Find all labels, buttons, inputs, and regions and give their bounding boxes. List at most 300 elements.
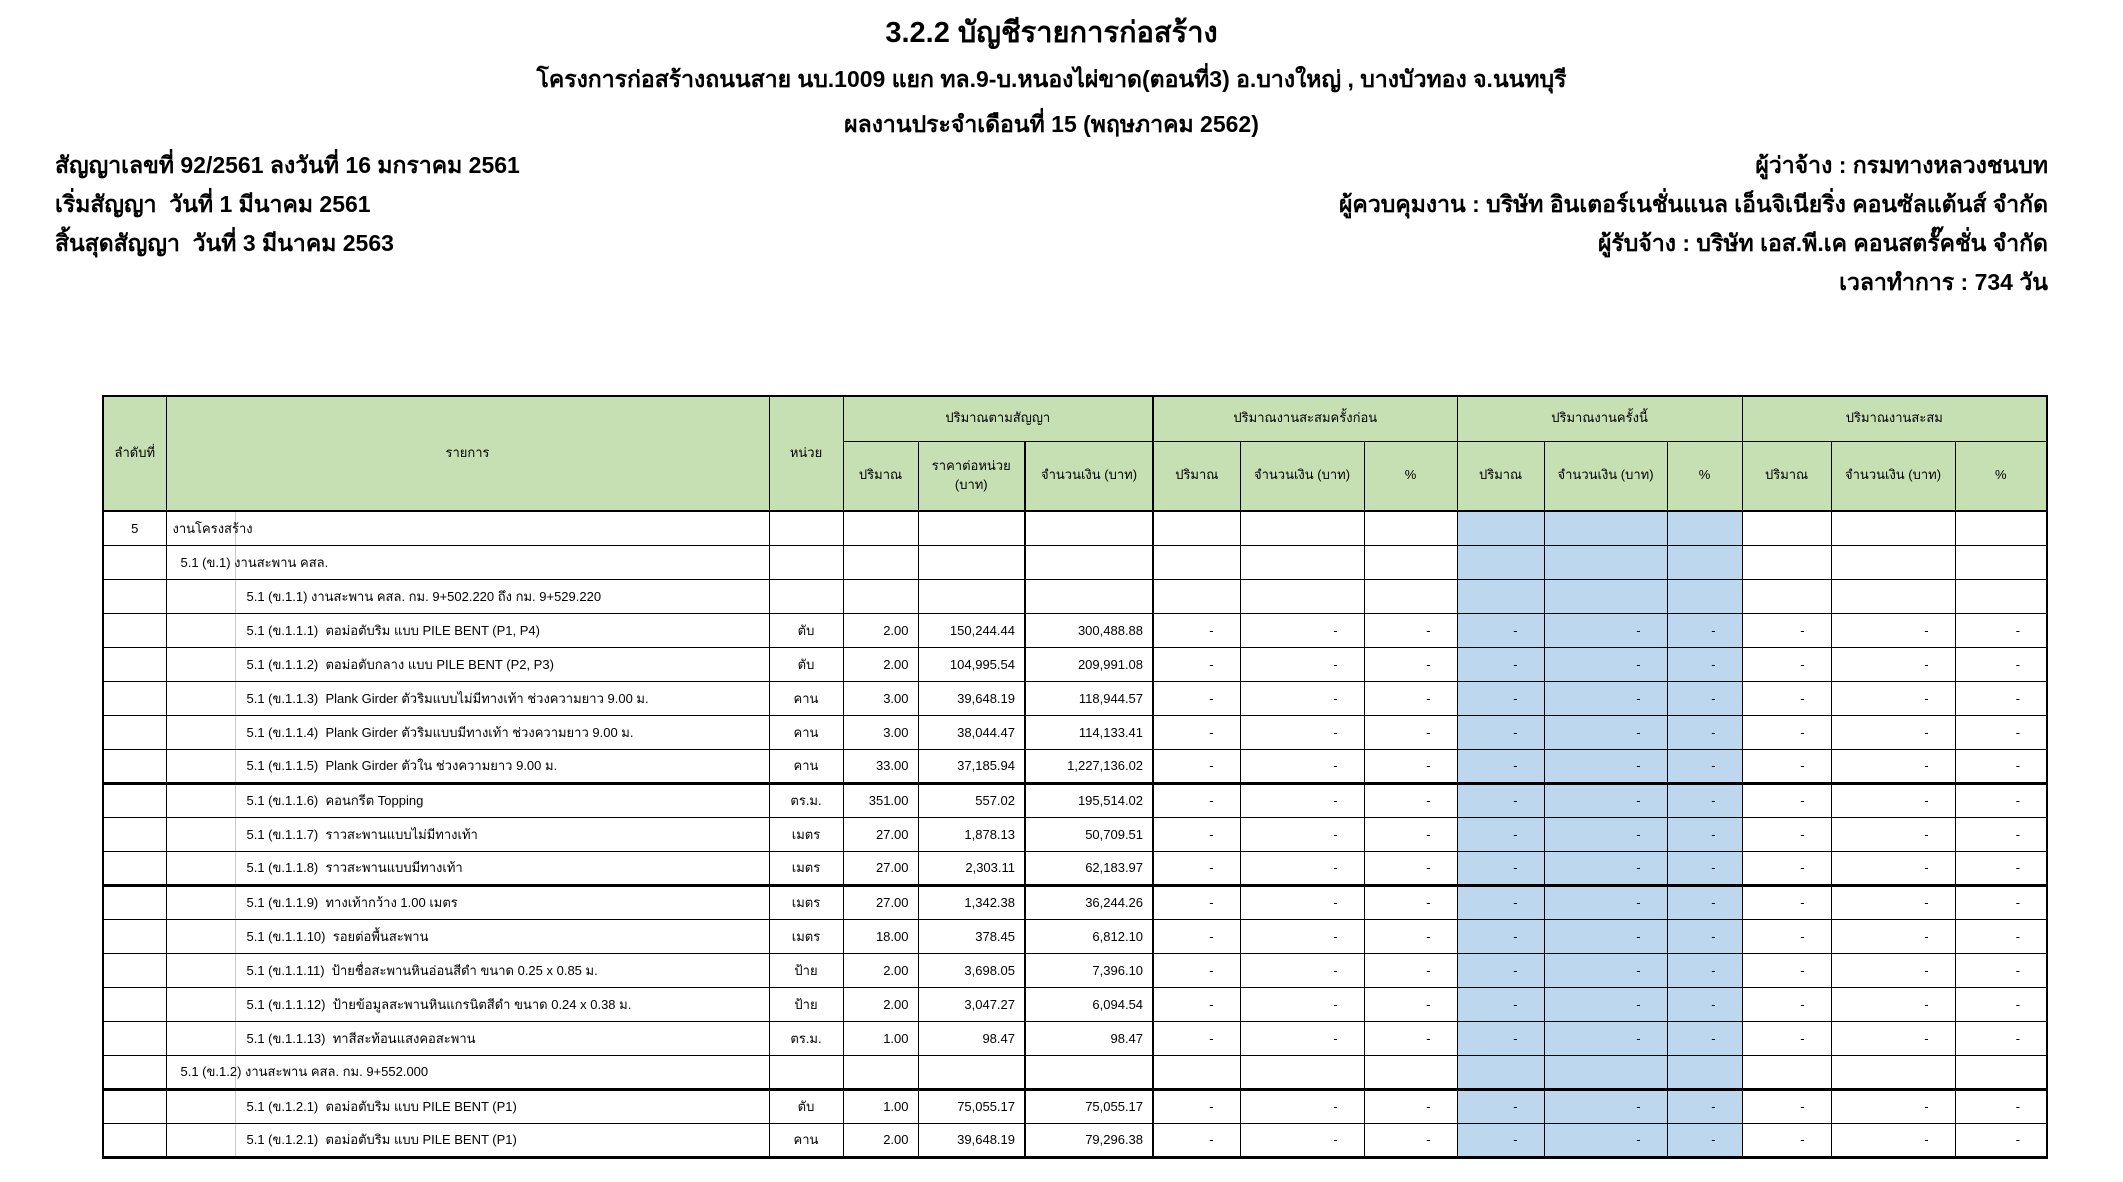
cell-amount: 50,709.51	[1025, 817, 1153, 851]
cell-prev-qty: -	[1153, 1123, 1240, 1157]
cell-cur-amount: -	[1544, 613, 1667, 647]
cell-cur-amount: -	[1544, 851, 1667, 885]
cell-cum-pct: -	[1955, 715, 2047, 749]
col-header-cur-pct: %	[1667, 441, 1742, 511]
cell-cum-pct: -	[1955, 851, 2047, 885]
cell-prev-amount: -	[1240, 953, 1364, 987]
cell-cur-amount: -	[1544, 749, 1667, 783]
cell-amount	[1025, 545, 1153, 579]
cell-prev-pct: -	[1364, 783, 1457, 817]
cell-cum-pct: -	[1955, 817, 2047, 851]
cell-cur-qty: -	[1457, 885, 1544, 919]
cell-amount: 62,183.97	[1025, 851, 1153, 885]
cell-cur-pct	[1667, 579, 1742, 613]
cell-cur-qty	[1457, 1055, 1544, 1089]
cell-prev-amount: -	[1240, 715, 1364, 749]
cell-description: 5.1 (ข.1.1.1) ตอม่อตับริม แบบ PILE BENT (P1, P4)	[166, 613, 769, 647]
cell-cur-pct: -	[1667, 647, 1742, 681]
cell-cur-qty: -	[1457, 715, 1544, 749]
cell-cum-amount	[1831, 579, 1955, 613]
cell-prev-pct: -	[1364, 715, 1457, 749]
cell-cum-qty: -	[1742, 953, 1831, 987]
cell-description: 5.1 (ข.1.1) งานสะพาน คสล. กม. 9+502.220 ถึง กม. 9+529.220	[166, 579, 769, 613]
cell-cum-amount	[1831, 545, 1955, 579]
cell-unit-price: 3,047.27	[918, 987, 1025, 1021]
cell-qty: 3.00	[843, 681, 918, 715]
col-header-cur-qty: ปริมาณ	[1457, 441, 1544, 511]
cell-cur-amount: -	[1544, 987, 1667, 1021]
cell-cum-amount: -	[1831, 1089, 1955, 1123]
cell-description: 5.1 (ข.1.1.10) รอยต่อพื้นสะพาน	[166, 919, 769, 953]
cell-cum-qty: -	[1742, 749, 1831, 783]
cell-cum-pct: -	[1955, 1021, 2047, 1055]
cell-amount: 6,094.54	[1025, 987, 1153, 1021]
cell-cur-pct: -	[1667, 919, 1742, 953]
cell-no	[103, 885, 166, 919]
col-header-prev-pct: %	[1364, 441, 1457, 511]
cell-no	[103, 613, 166, 647]
cell-unit-price: 38,044.47	[918, 715, 1025, 749]
cell-prev-amount	[1240, 545, 1364, 579]
cell-description: 5.1 (ข.1.2.1) ตอม่อตับริม แบบ PILE BENT (P1)	[166, 1089, 769, 1123]
contract-start-line: เริ่มสัญญา วันที่ 1 มีนาคม 2561	[55, 191, 371, 217]
cell-qty: 1.00	[843, 1089, 918, 1123]
cell-prev-pct: -	[1364, 681, 1457, 715]
cell-cur-pct: -	[1667, 1021, 1742, 1055]
cell-description: 5.1 (ข.1.1.13) ทาสีสะท้อนแสงคอสะพาน	[166, 1021, 769, 1055]
cell-prev-pct: -	[1364, 1021, 1457, 1055]
cell-description: 5.1 (ข.1.1.3) Plank Girder ตัวริมแบบไม่มีทางเท้า ช่วงความยาว 9.00 ม.	[166, 681, 769, 715]
contract-number-line: สัญญาเลขที่ 92/2561 ลงวันที่ 16 มกราคม 2561	[55, 152, 520, 178]
cell-cum-qty: -	[1742, 647, 1831, 681]
cell-no	[103, 987, 166, 1021]
cell-cur-amount: -	[1544, 817, 1667, 851]
boq-table	[102, 395, 2048, 1159]
cell-unit-price: 75,055.17	[918, 1089, 1025, 1123]
cell-qty	[843, 511, 918, 545]
cell-prev-pct: -	[1364, 1123, 1457, 1157]
table-row	[103, 885, 2047, 919]
cell-cur-qty: -	[1457, 817, 1544, 851]
cell-amount: 6,812.10	[1025, 919, 1153, 953]
cell-cum-qty: -	[1742, 1089, 1831, 1123]
table-row	[103, 715, 2047, 749]
cell-cum-qty	[1742, 545, 1831, 579]
table-row	[103, 1021, 2047, 1055]
cell-unit-price: 39,648.19	[918, 1123, 1025, 1157]
cell-unit	[769, 545, 843, 579]
cell-no	[103, 1123, 166, 1157]
cell-prev-qty: -	[1153, 647, 1240, 681]
cell-prev-amount: -	[1240, 1021, 1364, 1055]
cell-qty: 27.00	[843, 885, 918, 919]
cell-no	[103, 647, 166, 681]
cell-prev-qty: -	[1153, 1089, 1240, 1123]
cell-description: 5.1 (ข.1.1.2) ตอม่อตับกลาง แบบ PILE BENT (P2, P3)	[166, 647, 769, 681]
cell-unit-price: 2,303.11	[918, 851, 1025, 885]
col-header-cum-pct: %	[1955, 441, 2047, 511]
cell-prev-pct: -	[1364, 953, 1457, 987]
cell-cur-qty: -	[1457, 1123, 1544, 1157]
cell-description: 5.1 (ข.1.1.4) Plank Girder ตัวริมแบบมีทางเท้า ช่วงความยาว 9.00 ม.	[166, 715, 769, 749]
cell-prev-qty: -	[1153, 749, 1240, 783]
cell-qty: 1.00	[843, 1021, 918, 1055]
cell-cum-pct: -	[1955, 953, 2047, 987]
cell-cum-pct	[1955, 1055, 2047, 1089]
cell-prev-amount: -	[1240, 613, 1364, 647]
cell-cur-pct	[1667, 511, 1742, 545]
cell-cum-pct: -	[1955, 613, 2047, 647]
cell-prev-qty: -	[1153, 1021, 1240, 1055]
cell-cum-pct	[1955, 545, 2047, 579]
cell-cur-pct: -	[1667, 613, 1742, 647]
table-row	[103, 851, 2047, 885]
col-header-unit-price: ราคาต่อหน่วย (บาท)	[918, 441, 1025, 511]
cell-prev-qty	[1153, 1055, 1240, 1089]
cell-cur-amount: -	[1544, 681, 1667, 715]
cell-cur-amount: -	[1544, 1021, 1667, 1055]
table-row	[103, 1089, 2047, 1123]
info-row-4	[55, 263, 2048, 302]
cell-unit-price	[918, 511, 1025, 545]
col-header-prev-amount: จำนวนเงิน (บาท)	[1240, 441, 1364, 511]
cell-cur-qty: -	[1457, 987, 1544, 1021]
cell-cur-qty	[1457, 579, 1544, 613]
cell-amount: 98.47	[1025, 1021, 1153, 1055]
cell-cum-qty: -	[1742, 681, 1831, 715]
cell-cum-pct: -	[1955, 987, 2047, 1021]
project-name-line: โครงการก่อสร้างถนนสาย นบ.1009 แยก ทล.9-บ.หนองไผ่ขาด(ตอนที่3) อ.บางใหญ่ , บางบัวทอง จ.นนทบุรี	[536, 66, 1567, 92]
cell-unit: ป้าย	[769, 987, 843, 1021]
cell-cur-qty: -	[1457, 851, 1544, 885]
table-row	[103, 545, 2047, 579]
cell-cur-pct: -	[1667, 783, 1742, 817]
cell-prev-pct: -	[1364, 613, 1457, 647]
cell-unit: ป้าย	[769, 953, 843, 987]
cell-cum-amount: -	[1831, 613, 1955, 647]
cell-amount: 7,396.10	[1025, 953, 1153, 987]
cell-cum-qty: -	[1742, 919, 1831, 953]
cell-no: 5	[103, 511, 166, 545]
cell-amount: 75,055.17	[1025, 1089, 1153, 1123]
cell-no	[103, 681, 166, 715]
cell-qty: 2.00	[843, 613, 918, 647]
cell-qty: 2.00	[843, 953, 918, 987]
cell-cum-amount: -	[1831, 987, 1955, 1021]
col-header-prev-qty: ปริมาณ	[1153, 441, 1240, 511]
cell-amount	[1025, 511, 1153, 545]
cell-qty: 2.00	[843, 987, 918, 1021]
cell-no	[103, 1021, 166, 1055]
cell-cur-qty: -	[1457, 1021, 1544, 1055]
table-row	[103, 613, 2047, 647]
cell-unit-price: 37,185.94	[918, 749, 1025, 783]
cell-qty	[843, 1055, 918, 1089]
document-header	[0, 0, 2123, 302]
cell-prev-qty: -	[1153, 613, 1240, 647]
cell-cum-qty: -	[1742, 783, 1831, 817]
cell-unit: ตับ	[769, 613, 843, 647]
cell-no	[103, 851, 166, 885]
cell-amount: 114,133.41	[1025, 715, 1153, 749]
cell-prev-amount: -	[1240, 1123, 1364, 1157]
cell-cur-pct: -	[1667, 953, 1742, 987]
cell-prev-pct	[1364, 511, 1457, 545]
cell-cur-pct: -	[1667, 681, 1742, 715]
cell-unit-price: 150,244.44	[918, 613, 1025, 647]
cell-no	[103, 783, 166, 817]
cell-prev-pct	[1364, 579, 1457, 613]
cell-unit: ตร.ม.	[769, 1021, 843, 1055]
cell-cum-qty: -	[1742, 987, 1831, 1021]
cell-description: 5.1 (ข.1.2) งานสะพาน คสล. กม. 9+552.000	[166, 1055, 769, 1089]
table-row	[103, 919, 2047, 953]
cell-prev-pct: -	[1364, 1089, 1457, 1123]
cell-unit: คาน	[769, 715, 843, 749]
cell-unit-price	[918, 579, 1025, 613]
cell-cum-pct: -	[1955, 885, 2047, 919]
table-row	[103, 953, 2047, 987]
cell-unit: ตับ	[769, 1089, 843, 1123]
cell-cum-pct: -	[1955, 647, 2047, 681]
cell-description: 5.1 (ข.1.1.8) ราวสะพานแบบมีทางเท้า	[166, 851, 769, 885]
contractor-line: ผู้รับจ้าง : บริษัท เอส.พี.เค คอนสตรั๊คชั่น จำกัด	[1597, 230, 2048, 256]
cell-prev-amount: -	[1240, 817, 1364, 851]
cell-qty: 33.00	[843, 749, 918, 783]
cell-unit-price: 557.02	[918, 783, 1025, 817]
cell-description: 5.1 (ข.1.2.1) ตอม่อตับริม แบบ PILE BENT (P1)	[166, 1123, 769, 1157]
cell-description: งานโครงสร้าง	[166, 511, 769, 545]
cell-unit-price: 1,342.38	[918, 885, 1025, 919]
cell-cur-pct: -	[1667, 885, 1742, 919]
cell-amount: 118,944.57	[1025, 681, 1153, 715]
cell-cum-amount: -	[1831, 715, 1955, 749]
cell-qty: 351.00	[843, 783, 918, 817]
col-header-cum-qty: ปริมาณ	[1742, 441, 1831, 511]
cell-amount: 1,227,136.02	[1025, 749, 1153, 783]
cell-description: 5.1 (ข.1.1.11) ป้ายชื่อสะพานหินอ่อนสีดำ ขนาด 0.25 x 0.85 ม.	[166, 953, 769, 987]
period-line: ผลงานประจำเดือนที่ 15 (พฤษภาคม 2562)	[844, 111, 1259, 137]
cell-cur-amount	[1544, 579, 1667, 613]
cell-unit-price	[918, 1055, 1025, 1089]
cell-cum-qty: -	[1742, 851, 1831, 885]
cell-cur-qty: -	[1457, 681, 1544, 715]
employer-line: ผู้ว่าจ้าง : กรมทางหลวงชนบท	[1755, 152, 2048, 178]
supervisor-line: ผู้ควบคุมงาน : บริษัท อินเตอร์เนชั่นแนล เอ็นจิเนียริ่ง คอนซัลแต้นส์ จำกัด	[1338, 191, 2048, 217]
cell-no	[103, 749, 166, 783]
cell-prev-amount: -	[1240, 647, 1364, 681]
cell-cur-pct: -	[1667, 715, 1742, 749]
cell-cum-amount	[1831, 511, 1955, 545]
cell-unit-price: 378.45	[918, 919, 1025, 953]
cell-unit: คาน	[769, 681, 843, 715]
cell-cur-pct: -	[1667, 1089, 1742, 1123]
info-row-2	[55, 185, 2048, 224]
cell-cur-amount	[1544, 545, 1667, 579]
cell-cum-amount: -	[1831, 681, 1955, 715]
cell-cur-pct: -	[1667, 987, 1742, 1021]
cell-prev-qty: -	[1153, 783, 1240, 817]
cell-amount	[1025, 1055, 1153, 1089]
cell-no	[103, 545, 166, 579]
cell-cur-qty: -	[1457, 783, 1544, 817]
cell-cum-pct: -	[1955, 681, 2047, 715]
cell-description: 5.1 (ข.1.1.6) คอนกรีต Topping	[166, 783, 769, 817]
cell-cur-amount	[1544, 511, 1667, 545]
col-header-no: ลำดับที่	[103, 396, 166, 511]
col-header-cur-amount: จำนวนเงิน (บาท)	[1544, 441, 1667, 511]
table-row	[103, 749, 2047, 783]
cell-cum-pct: -	[1955, 1123, 2047, 1157]
cell-no	[103, 919, 166, 953]
cell-cur-amount: -	[1544, 919, 1667, 953]
cell-amount: 209,991.08	[1025, 647, 1153, 681]
cell-cum-qty: -	[1742, 1021, 1831, 1055]
cell-no	[103, 953, 166, 987]
cell-no	[103, 1089, 166, 1123]
cell-description: 5.1 (ข.1.1.12) ป้ายข้อมูลสะพานหินแกรนิตสีดำ ขนาด 0.24 x 0.38 ม.	[166, 987, 769, 1021]
cell-description: 5.1 (ข.1.1.5) Plank Girder ตัวใน ช่วงความยาว 9.00 ม.	[166, 749, 769, 783]
cell-unit: เมตร	[769, 817, 843, 851]
table-row	[103, 987, 2047, 1021]
col-header-cum-amount: จำนวนเงิน (บาท)	[1831, 441, 1955, 511]
table-row	[103, 1055, 2047, 1089]
cell-cur-qty: -	[1457, 919, 1544, 953]
cell-amount: 79,296.38	[1025, 1123, 1153, 1157]
table-header	[103, 396, 2047, 511]
cell-prev-qty	[1153, 545, 1240, 579]
cell-cur-amount: -	[1544, 783, 1667, 817]
cell-qty	[843, 579, 918, 613]
cell-cur-pct: -	[1667, 1123, 1742, 1157]
table-row	[103, 783, 2047, 817]
cell-prev-amount	[1240, 579, 1364, 613]
cell-cum-amount: -	[1831, 783, 1955, 817]
cell-unit-price: 39,648.19	[918, 681, 1025, 715]
cell-qty: 2.00	[843, 647, 918, 681]
cell-unit: ตร.ม.	[769, 783, 843, 817]
cell-qty: 3.00	[843, 715, 918, 749]
cell-unit-price	[918, 545, 1025, 579]
contract-end-line: สิ้นสุดสัญญา วันที่ 3 มีนาคม 2563	[55, 230, 394, 256]
cell-cur-amount: -	[1544, 715, 1667, 749]
cell-cum-amount: -	[1831, 919, 1955, 953]
cell-cum-pct	[1955, 579, 2047, 613]
cell-cur-amount	[1544, 1055, 1667, 1089]
cell-cum-amount: -	[1831, 1123, 1955, 1157]
cell-prev-amount: -	[1240, 885, 1364, 919]
cell-cum-qty	[1742, 511, 1831, 545]
cell-prev-qty: -	[1153, 919, 1240, 953]
cell-unit: เมตร	[769, 885, 843, 919]
cell-cur-amount: -	[1544, 1123, 1667, 1157]
cell-unit: คาน	[769, 749, 843, 783]
cell-cum-amount	[1831, 1055, 1955, 1089]
col-header-unit: หน่วย	[769, 396, 843, 511]
cell-cur-pct	[1667, 545, 1742, 579]
cell-cum-qty	[1742, 1055, 1831, 1089]
cell-cur-qty	[1457, 545, 1544, 579]
cell-unit: ตับ	[769, 647, 843, 681]
table-row	[103, 817, 2047, 851]
cell-prev-qty: -	[1153, 885, 1240, 919]
cell-prev-qty: -	[1153, 681, 1240, 715]
table-row	[103, 511, 2047, 545]
cell-description: 5.1 (ข.1) งานสะพาน คสล.	[166, 545, 769, 579]
cell-qty: 2.00	[843, 1123, 918, 1157]
cell-cum-qty: -	[1742, 817, 1831, 851]
cell-prev-pct: -	[1364, 987, 1457, 1021]
cell-cur-pct: -	[1667, 851, 1742, 885]
cell-prev-amount: -	[1240, 851, 1364, 885]
table-row	[103, 647, 2047, 681]
cell-cum-pct: -	[1955, 783, 2047, 817]
cell-prev-pct	[1364, 1055, 1457, 1089]
cell-unit: เมตร	[769, 851, 843, 885]
info-row-3	[55, 224, 2048, 263]
cell-amount: 300,488.88	[1025, 613, 1153, 647]
cell-amount: 36,244.26	[1025, 885, 1153, 919]
cell-cur-qty: -	[1457, 953, 1544, 987]
cell-cum-qty: -	[1742, 885, 1831, 919]
col-header-contract-amount: จำนวนเงิน (บาท)	[1025, 441, 1153, 511]
cell-prev-pct: -	[1364, 885, 1457, 919]
cell-unit-price: 98.47	[918, 1021, 1025, 1055]
cell-cum-qty: -	[1742, 1123, 1831, 1157]
cell-qty	[843, 545, 918, 579]
cell-cum-amount: -	[1831, 885, 1955, 919]
col-header-contract-qty: ปริมาณ	[843, 441, 918, 511]
cell-unit	[769, 579, 843, 613]
cell-cum-qty: -	[1742, 613, 1831, 647]
col-group-previous: ปริมาณงานสะสมครั้งก่อน	[1153, 396, 1457, 441]
info-row-1	[55, 146, 2048, 185]
cell-unit-price: 3,698.05	[918, 953, 1025, 987]
table-body	[103, 511, 2047, 1157]
page-title: 3.2.2 บัญชีรายการก่อสร้าง	[885, 17, 1218, 49]
cell-prev-pct: -	[1364, 919, 1457, 953]
cell-cum-qty	[1742, 579, 1831, 613]
table-row	[103, 1123, 2047, 1157]
col-group-contract: ปริมาณตามสัญญา	[843, 396, 1153, 441]
cell-prev-qty: -	[1153, 817, 1240, 851]
cell-cur-qty: -	[1457, 1089, 1544, 1123]
col-group-current: ปริมาณงานครั้งนี้	[1457, 396, 1742, 441]
cell-prev-qty: -	[1153, 715, 1240, 749]
table-row	[103, 579, 2047, 613]
col-header-description: รายการ	[166, 396, 769, 511]
cell-unit	[769, 511, 843, 545]
cell-prev-pct: -	[1364, 647, 1457, 681]
cell-no	[103, 579, 166, 613]
cell-unit-price: 1,878.13	[918, 817, 1025, 851]
cell-prev-amount	[1240, 511, 1364, 545]
cell-prev-amount	[1240, 1055, 1364, 1089]
cell-prev-qty: -	[1153, 987, 1240, 1021]
cell-cur-qty	[1457, 511, 1544, 545]
cell-prev-amount: -	[1240, 1089, 1364, 1123]
cell-prev-qty: -	[1153, 953, 1240, 987]
col-group-cumulative: ปริมาณงานสะสม	[1742, 396, 2047, 441]
cell-qty: 18.00	[843, 919, 918, 953]
cell-cur-pct: -	[1667, 749, 1742, 783]
cell-unit-price: 104,995.54	[918, 647, 1025, 681]
cell-cum-amount: -	[1831, 817, 1955, 851]
cell-cur-qty: -	[1457, 613, 1544, 647]
cell-cum-qty: -	[1742, 715, 1831, 749]
cell-cum-pct: -	[1955, 749, 2047, 783]
header-group-row	[103, 396, 2047, 441]
